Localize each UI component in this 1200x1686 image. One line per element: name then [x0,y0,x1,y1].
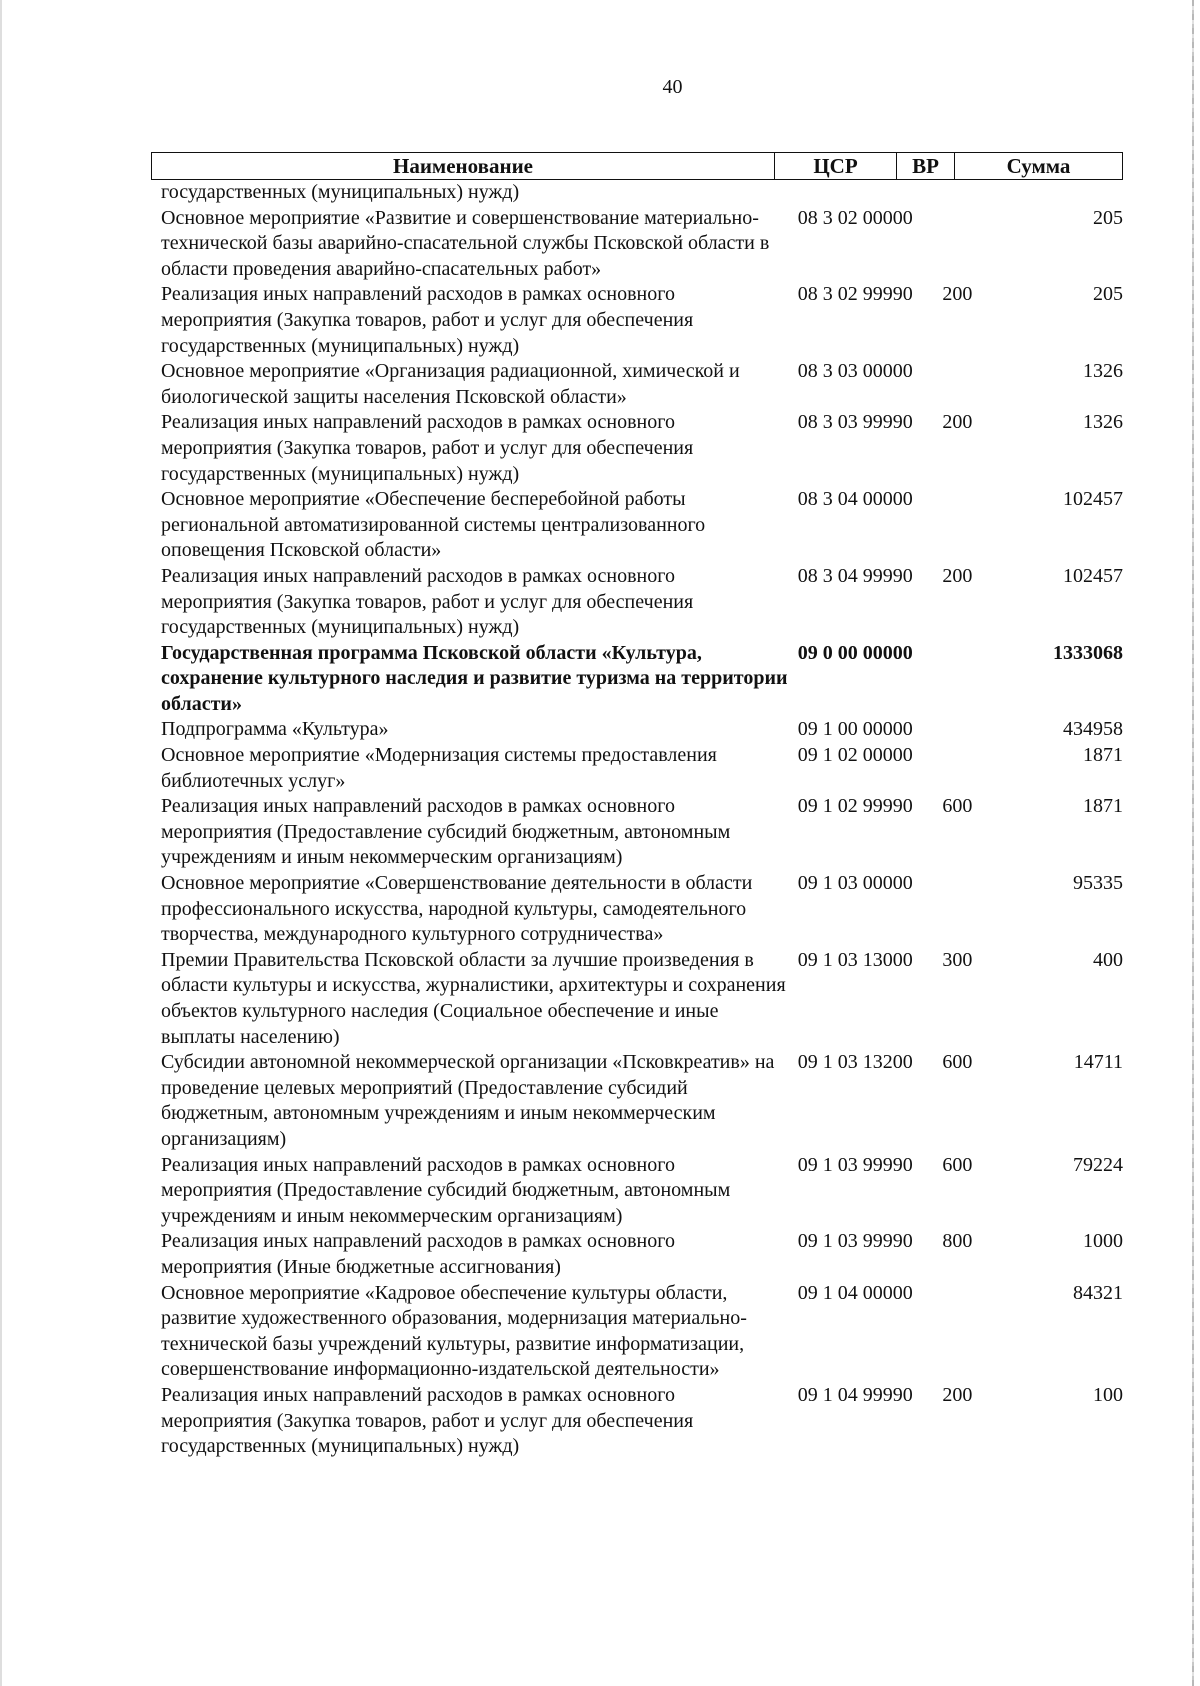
row-vr [942,743,1012,794]
row-name: государственных (муниципальных) нужд) [161,181,520,203]
row-name: Реализация иных направлений расходов в рамках основного мероприятия (Закупка товаров, работ и услуг для обеспечения государственных (муниципальных) нужд) [161,283,694,357]
table-row [151,564,1123,641]
row-name: Премии Правительства Псковской области за лучшие произведения в области культуры и искусства, журналистики, архитектуры и сохранения объектов культурного наследия (Социальное обеспечение и иные выплаты населению) [161,948,786,1048]
header-vr: ВР [897,153,955,179]
row-name: Основное мероприятие «Организация радиационной, химической и биологической защиты населения Псковской области» [161,360,740,408]
row-csr: 09 1 02 99990 [797,795,913,818]
table-row [151,487,1123,564]
row-name: Реализация иных направлений расходов в рамках основного мероприятия (Закупка товаров, работ и услуг для обеспечения государственных (муниципальных) нужд) [161,1383,694,1458]
row-sum: 205 [1093,206,1124,229]
row-csr: 08 3 02 00000 [797,206,913,229]
row-name: Подпрограмма «Культура» [161,718,389,741]
table-row [151,180,1123,206]
row-name: Реализация иных направлений расходов в рамках основного мероприятия (Иные бюджетные ассигнования) [161,1230,675,1278]
table-row [151,1153,1123,1230]
scan-edge-left [0,0,2,1686]
row-csr: 09 1 02 00000 [797,744,913,767]
table-row [151,359,1123,410]
row-csr: 08 3 03 00000 [797,360,913,383]
row-sum: 1333068 [1053,641,1124,664]
row-vr: 200 [942,1383,973,1406]
row-vr: 600 [942,1051,973,1074]
header-csr: ЦСР [775,153,897,179]
row-vr: 300 [942,948,973,971]
row-sum: 1326 [1083,411,1124,434]
row-vr [942,641,1012,718]
table-row [151,1281,1123,1383]
header-name: Наименование [152,153,775,179]
row-vr: 200 [942,564,973,587]
table-body [151,180,1123,1460]
row-name: Государственная программа Псковской области «Культура, сохранение культурного наследия и развитие туризма на территории области» [161,641,788,715]
row-vr [942,1281,1012,1383]
row-sum [1012,180,1123,206]
row-csr: 09 1 04 00000 [797,1281,913,1304]
row-name: Реализация иных направлений расходов в рамках основного мероприятия (Предоставление субсидий бюджетным, автономным учреждениям и иным некоммерческим организациям) [161,795,731,869]
row-name: Реализация иных направлений расходов в рамках основного мероприятия (Закупка товаров, работ и услуг для обеспечения государственных (муниципальных) нужд) [161,411,694,485]
row-sum: 205 [1093,283,1124,306]
table-row [151,794,1123,871]
table-row [151,282,1123,359]
table-row [151,743,1123,794]
row-vr [942,487,1012,564]
row-csr: 09 1 00 00000 [797,718,913,741]
row-csr: 08 3 02 99990 [797,283,913,306]
row-csr: 09 1 03 00000 [797,872,913,895]
row-sum: 95335 [1073,872,1124,895]
row-name: Основное мероприятие «Развитие и совершенствование материально-технической базы аварийно-спасательной службы Псковской области в области проведения аварийно-спасательных работ» [161,206,770,280]
row-csr [790,180,943,206]
row-name: Реализация иных направлений расходов в рамках основного мероприятия (Закупка товаров, работ и услуг для обеспечения государственных (муниципальных) нужд) [161,564,694,639]
row-sum: 400 [1093,948,1124,971]
row-name: Основное мероприятие «Совершенствование деятельности в области профессионального искусства, народной культуры, самодеятельного творчества, международного культурного сотрудничества» [161,872,753,946]
row-name: Основное мероприятие «Кадровое обеспечение культуры области, развитие художественного образования, модернизация материально-технической базы учреждений культуры, развитие информатизации, совершенствование информационно-издательской деятельности» [161,1281,747,1381]
table-row [151,1229,1123,1280]
row-vr: 600 [942,1153,973,1176]
row-vr [942,206,1012,283]
row-csr: 09 1 03 99990 [797,1153,913,1176]
row-csr: 09 1 03 13200 [797,1051,913,1074]
row-csr: 09 1 04 99990 [797,1383,913,1406]
row-csr: 09 0 00 00000 [797,641,913,664]
row-name: Субсидии автономной некоммерческой организации «Псковкреатив» на проведение целевых мероприятий (Предоставление субсидий бюджетным, автономным учреждениям и иным некоммерческим организациям) [161,1051,775,1150]
row-sum: 1871 [1083,795,1124,818]
table-row [151,206,1123,283]
row-csr: 08 3 04 99990 [797,564,913,587]
row-sum: 79224 [1073,1153,1124,1176]
table-row [151,410,1123,487]
row-sum: 1000 [1083,1230,1124,1253]
table-row [151,948,1123,1050]
row-vr: 200 [942,411,973,434]
row-sum: 1871 [1083,744,1124,767]
row-sum: 1326 [1083,360,1124,383]
row-csr: 09 1 03 13000 [797,948,913,971]
row-vr [942,717,1012,743]
row-sum: 102457 [1063,564,1124,587]
row-vr [942,359,1012,410]
row-csr: 09 1 03 99990 [797,1230,913,1253]
row-vr [942,180,1012,206]
table-row [151,1050,1123,1152]
row-vr: 200 [942,283,973,306]
scan-edge-right [1192,0,1194,1686]
table-row [151,641,1123,718]
table-row [151,717,1123,743]
budget-table [151,152,1123,1460]
row-sum: 14711 [1073,1051,1124,1074]
row-sum: 84321 [1073,1281,1124,1304]
row-vr: 600 [942,795,973,818]
table-row [151,1383,1123,1460]
row-csr: 08 3 04 00000 [797,488,913,511]
row-vr: 800 [942,1230,973,1253]
table-header [151,152,1123,180]
row-name: Основное мероприятие «Обеспечение бесперебойной работы региональной автоматизированной системы централизованного оповещения Псковской области» [161,488,706,562]
row-csr: 08 3 03 99990 [797,411,913,434]
row-vr [942,871,1012,948]
page-number: 40 [662,76,683,98]
row-sum: 102457 [1063,488,1124,511]
row-name: Реализация иных направлений расходов в рамках основного мероприятия (Предоставление субсидий бюджетным, автономным учреждениям и иным некоммерческим организациям) [161,1153,731,1227]
row-sum: 100 [1093,1383,1124,1406]
header-sum: Сумма [1006,153,1071,178]
table-row [151,871,1123,948]
row-sum: 434958 [1063,718,1124,741]
row-name: Основное мероприятие «Модернизация системы предоставления библиотечных услуг» [161,744,717,792]
